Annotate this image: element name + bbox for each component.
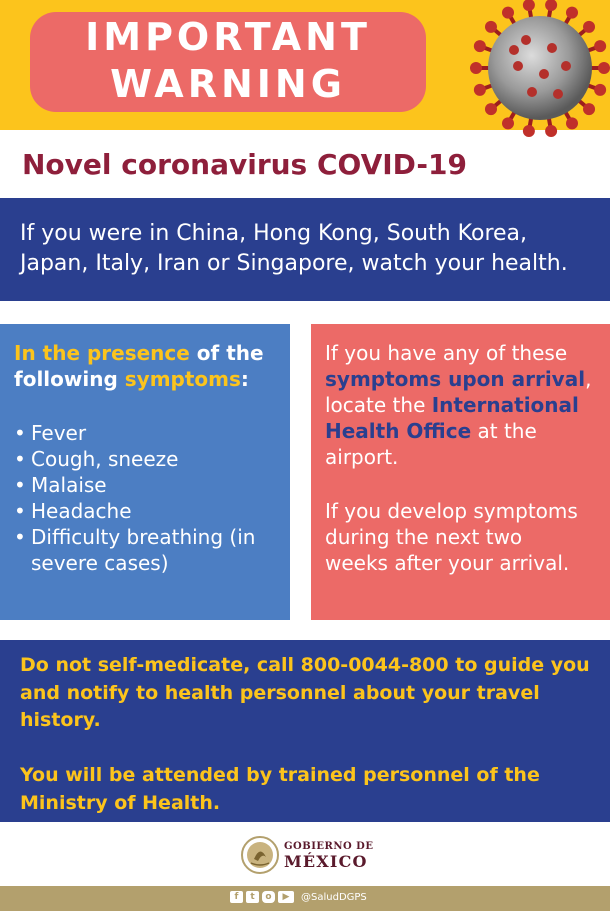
virus-surface-spot — [553, 89, 563, 99]
list-item: • Headache — [14, 498, 289, 524]
list-item: • Fever — [14, 420, 289, 446]
intro-highlight-presence: In the presence — [14, 341, 190, 365]
list-item: • Cough, sneeze — [14, 446, 289, 472]
arrival-highlight-office: International Health Office — [325, 393, 579, 443]
virus-spike-tip — [485, 103, 497, 115]
virus-surface-spot — [539, 69, 549, 79]
virus-spike-tip — [583, 21, 595, 33]
attended-text: You will be attended by trained personnel of the Ministry of Health. — [20, 764, 540, 814]
symptoms-intro — [14, 340, 284, 392]
virus-surface-spot — [521, 35, 531, 45]
virus-surface-spot — [513, 61, 523, 71]
virus-spike-tip — [566, 7, 578, 19]
virus-surface-spot — [547, 43, 557, 53]
symptom-list — [14, 420, 289, 576]
mexico-seal-icon — [240, 835, 280, 875]
virus-surface-spot — [561, 61, 571, 71]
virus-spike-tip — [594, 40, 606, 52]
virus-spike-tip — [470, 62, 482, 74]
warning-heading — [30, 14, 426, 108]
page-title: Novel coronavirus COVID-19 — [22, 148, 468, 181]
virus-spike-tip — [566, 117, 578, 129]
list-item: • Malaise — [14, 472, 289, 498]
virus-spike-tip — [474, 40, 486, 52]
intro-colon: : — [240, 367, 249, 391]
virus-surface-spot — [509, 45, 519, 55]
virus-spike-tip — [523, 125, 535, 137]
intro-highlight-symptoms: symptoms — [124, 367, 241, 391]
arrival-instructions — [325, 340, 600, 470]
virus-illustration — [456, 0, 610, 154]
advice-text: Do not self-medicate, call 800-0044-800 to guide you and notify to health personnel about your travel history. — [20, 654, 590, 731]
social-handle[interactable]: @SaludDGPS — [301, 892, 367, 903]
virus-spike-tip — [523, 0, 535, 11]
virus-spike-tip — [502, 7, 514, 19]
twitter-icon[interactable]: t — [246, 891, 259, 903]
arrival-text-e: at the airport. — [325, 419, 537, 469]
virus-spike-tip — [583, 103, 595, 115]
arrival-text-c: , locate the — [325, 367, 592, 417]
virus-spike-tip — [598, 62, 610, 74]
virus-spike-tip — [502, 117, 514, 129]
logo-line-2: MÉXICO — [284, 852, 368, 871]
later-instructions: If you develop symptoms during the next two weeks after your arrival. — [325, 499, 578, 575]
youtube-icon[interactable]: ▶ — [278, 891, 294, 903]
logo-line-1: GOBIERNO DE — [284, 841, 374, 852]
virus-spike-tip — [545, 125, 557, 137]
virus-spike-tip — [545, 0, 557, 11]
virus-spike-tip — [485, 21, 497, 33]
warning-line-1: IMPORTANT — [85, 15, 371, 59]
intro-text: of the following — [14, 341, 264, 391]
virus-surface-spot — [527, 87, 537, 97]
travel-notice: If you were in China, Hong Kong, South Korea, Japan, Italy, Iran or Singapore, watch your health. — [20, 221, 568, 276]
virus-spike-tip — [474, 84, 486, 96]
facebook-icon[interactable]: f — [230, 891, 243, 903]
arrival-text-a: If you have any of these — [325, 341, 568, 365]
warning-line-2: WARNING — [110, 62, 346, 106]
instagram-icon[interactable]: o — [262, 891, 275, 903]
list-item: • Difficulty breathing (in severe cases) — [14, 524, 289, 576]
arrival-highlight-symptoms: symptoms upon arrival — [325, 367, 586, 391]
virus-spike-tip — [594, 84, 606, 96]
